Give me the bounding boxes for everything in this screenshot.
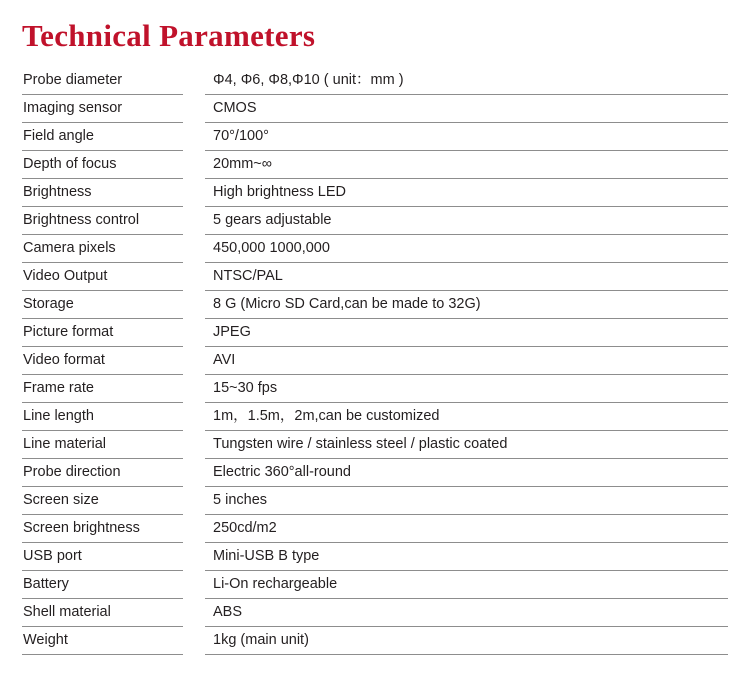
spec-gap <box>183 598 205 626</box>
table-row <box>22 234 728 262</box>
spec-label: Brightness <box>22 178 183 206</box>
spec-label: Field angle <box>22 122 183 150</box>
spec-label: Line material <box>22 430 183 458</box>
spec-value: CMOS <box>205 94 728 122</box>
spec-value: Li-On rechargeable <box>205 570 728 598</box>
spec-value: 450,000 1000,000 <box>205 234 728 262</box>
spec-value: 70°/100° <box>205 122 728 150</box>
spec-label: Frame rate <box>22 374 183 402</box>
spec-gap <box>183 318 205 346</box>
spec-label: Video format <box>22 346 183 374</box>
spec-gap <box>183 94 205 122</box>
spec-value: 8 G (Micro SD Card,can be made to 32G) <box>205 290 728 318</box>
table-row <box>22 374 728 402</box>
table-row <box>22 598 728 626</box>
spec-gap <box>183 514 205 542</box>
table-row <box>22 290 728 318</box>
spec-value: Tungsten wire / stainless steel / plastic coated <box>205 430 728 458</box>
spec-value: 15~30 fps <box>205 374 728 402</box>
spec-value: AVI <box>205 346 728 374</box>
spec-value: Mini-USB B type <box>205 542 728 570</box>
spec-label: Line length <box>22 402 183 430</box>
spec-label: Shell material <box>22 598 183 626</box>
table-row <box>22 122 728 150</box>
table-row <box>22 150 728 178</box>
spec-value: ABS <box>205 598 728 626</box>
spec-gap <box>183 178 205 206</box>
table-row <box>22 430 728 458</box>
table-row <box>22 346 728 374</box>
spec-value: 20mm~∞ <box>205 150 728 178</box>
table-row <box>22 486 728 514</box>
table-row <box>22 542 728 570</box>
table-row <box>22 178 728 206</box>
spec-gap <box>183 206 205 234</box>
spec-value: Φ4, Φ6, Φ8,Φ10 ( unit：mm ) <box>205 66 728 94</box>
spec-label: Video Output <box>22 262 183 290</box>
table-row <box>22 206 728 234</box>
spec-label: Brightness control <box>22 206 183 234</box>
spec-gap <box>183 626 205 654</box>
spec-gap <box>183 234 205 262</box>
spec-value: 1m，1.5m，2m,can be customized <box>205 402 728 430</box>
spec-gap <box>183 402 205 430</box>
spec-value: NTSC/PAL <box>205 262 728 290</box>
spec-gap <box>183 486 205 514</box>
spec-label: Probe diameter <box>22 66 183 94</box>
spec-value: High brightness LED <box>205 178 728 206</box>
table-row <box>22 458 728 486</box>
spec-label: Weight <box>22 626 183 654</box>
table-row <box>22 402 728 430</box>
table-row <box>22 94 728 122</box>
spec-gap <box>183 122 205 150</box>
table-row <box>22 626 728 654</box>
table-row <box>22 66 728 94</box>
spec-gap <box>183 262 205 290</box>
spec-label: Screen brightness <box>22 514 183 542</box>
page-title: Technical Parameters <box>22 18 316 53</box>
table-row <box>22 570 728 598</box>
spec-label: Screen size <box>22 486 183 514</box>
spec-gap <box>183 430 205 458</box>
spec-gap <box>183 290 205 318</box>
table-body <box>22 66 728 654</box>
spec-value: 5 inches <box>205 486 728 514</box>
spec-label: Imaging sensor <box>22 94 183 122</box>
spec-gap <box>183 66 205 94</box>
spec-label: Storage <box>22 290 183 318</box>
technical-parameters-table <box>22 66 728 655</box>
spec-value: Electric 360°all-round <box>205 458 728 486</box>
spec-label: USB port <box>22 542 183 570</box>
spec-gap <box>183 374 205 402</box>
spec-gap <box>183 570 205 598</box>
spec-label: Battery <box>22 570 183 598</box>
spec-gap <box>183 458 205 486</box>
spec-value: JPEG <box>205 318 728 346</box>
spec-gap <box>183 150 205 178</box>
spec-label: Picture format <box>22 318 183 346</box>
spec-label: Probe direction <box>22 458 183 486</box>
spec-gap <box>183 346 205 374</box>
spec-gap <box>183 542 205 570</box>
table-row <box>22 262 728 290</box>
spec-value: 1kg (main unit) <box>205 626 728 654</box>
spec-label: Camera pixels <box>22 234 183 262</box>
spec-value: 250cd/m2 <box>205 514 728 542</box>
spec-value: 5 gears adjustable <box>205 206 728 234</box>
spec-label: Depth of focus <box>22 150 183 178</box>
table-row <box>22 318 728 346</box>
table-row <box>22 514 728 542</box>
